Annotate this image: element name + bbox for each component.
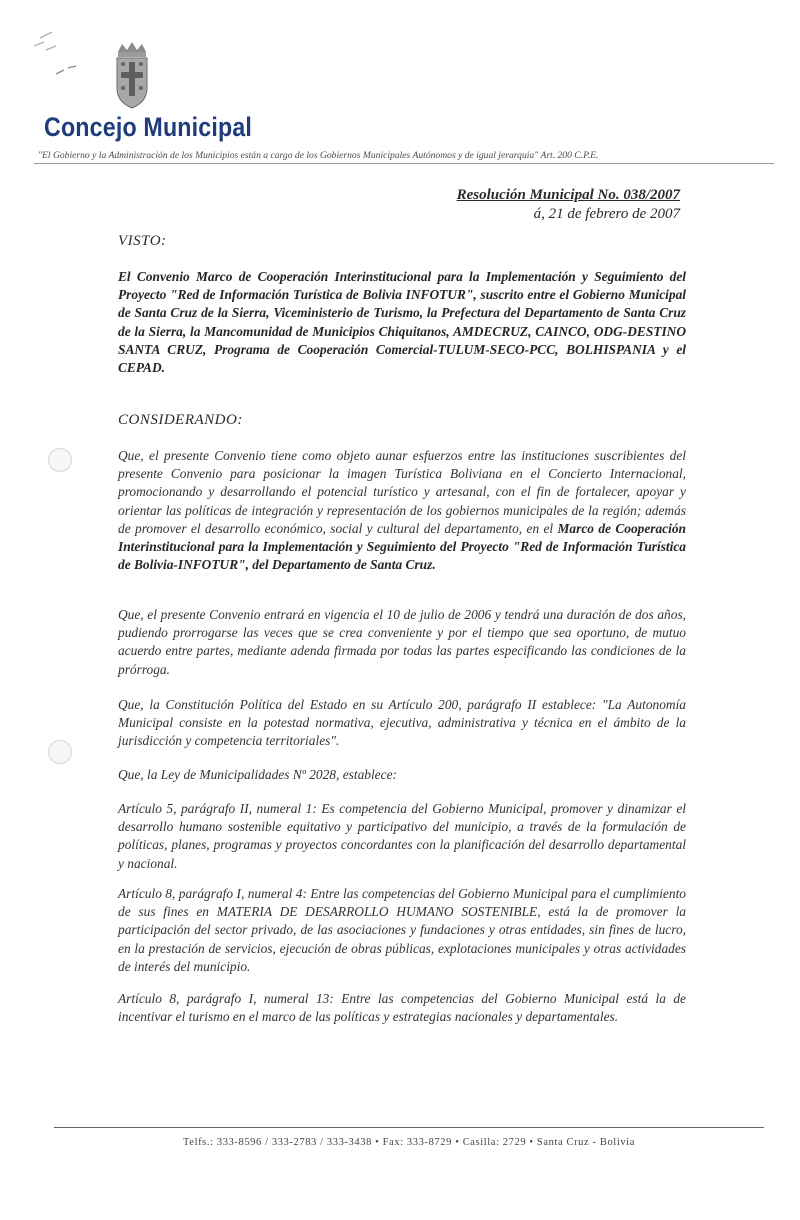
municipal-coat-of-arms-icon: [112, 38, 152, 110]
header-motto: "El Gobierno y la Administración de los Municipios están a cargo de los Gobiernos Municipales Autónomos y de igual jerarquía" Art. 200 C.P.E.: [38, 150, 599, 161]
considerando-paragraph-3: Que, la Constitución Política del Estado en su Artículo 200, parágrafo II establece: "La Autonomía Municipal consiste en la potestad normativa, ejecutiva, administrativa y técnica en el ámbito de la jurisdicción y competencia territoriales".: [118, 697, 686, 749]
organization-name: Concejo Municipal: [44, 112, 253, 142]
considerando-paragraph-2: Que, el presente Convenio entrará en vigencia el 10 de julio de 2006 y tendrá una duración de dos años, pudiendo prorrogarse las veces que se crea conveniente y por el tiempo que sea oportuno, de mutuo acuerdo entre partes, mediante adenda firmada por todas las partes especificando las condiciones de la prórroga.: [118, 607, 686, 677]
considerando-heading: CONSIDERANDO:: [118, 412, 243, 428]
resolution-title: Resolución Municipal No. 038/2007: [456, 187, 680, 203]
considerando-paragraph-4: Que, la Ley de Municipalidades Nº 2028, establece:: [118, 767, 397, 782]
considerando-paragraph-1: [118, 447, 686, 574]
resolution-block: [457, 186, 680, 224]
footer-divider: [54, 1127, 764, 1128]
punch-hole-bottom: [48, 740, 72, 764]
article-5-paragraph: Artículo 5, parágrafo II, numeral 1: Es competencia del Gobierno Municipal, promover y dinamizar el desarrollo humano sostenible equitativo y participativo del municipio, a través de la formulación de políticas, planes, programas y proyectos concordantes con la planificación del desarrollo departamental y nacional.: [118, 801, 686, 871]
footer-contact: Telfs.: 333-8596 / 333-2783 / 333-3438 • Fax: 333-8729 • Casilla: 2729 • Santa Cruz - Bolivia: [183, 1137, 635, 1148]
header-divider: [34, 163, 774, 164]
visto-paragraph: El Convenio Marco de Cooperación Interinstitucional para la Implementación y Seguimiento del Proyecto "Red de Información Turística de Bolivia INFOTUR", suscrito entre el Gobierno Municipal de Santa Cruz de la Sierra, Viceministerio de Turismo, la Prefectura del Departamento de Santa Cruz de la Sierra, la Mancomunidad de Municipios Chiquitanos, AMDECRUZ, CAINCO, ODG-DESTINO SANTA CRUZ, Programa de Cooperación Comercial-TULUM-SECO-PCC, BOLHISPANIA y el CEPAD.: [118, 269, 686, 376]
paragraph-1-text: Que, el presente Convenio tiene como objeto aunar esfuerzos entre las instituciones suscribientes del presente Convenio para posicionar la imagen Turística Boliviana en el Concierto Internacional, promocionando y desarrollando el potencial turístico y artesanal, con el fin de fortalecer, apoyar y orientar las políticas de integración y representación de los gobiernos municipales de la región; además de promover el desarrollo económico, social y cultural del departamento, en el: [118, 448, 686, 536]
punch-hole-top: [48, 448, 72, 472]
visto-heading: VISTO:: [118, 233, 167, 249]
article-8-numeral-4-paragraph: Artículo 8, parágrafo I, numeral 4: Entre las competencias del Gobierno Municipal para el cumplimiento de sus fines en MATERIA DE DESARROLLO HUMANO SOSTENIBLE, está la de promover la participación del sector privado, de las asociaciones y fundaciones y otras entidades, sin fines de lucro, en la prestación de servicios, ejecución de obras públicas, explotaciones municipales y otras actividades de interés del municipio.: [118, 886, 686, 974]
resolution-date: á, 21 de febrero de 2007: [533, 206, 680, 222]
paragraph-1-bold-text: Marco de Cooperación Interinstitucional para la Implementación y Seguimiento del Proyecto "Red de Información Turística de Bolivia-INFOTUR", del Departamento de Santa Cruz.: [118, 520, 686, 573]
article-8-numeral-13-paragraph: Artículo 8, parágrafo I, numeral 13: Entre las competencias del Gobierno Municipal está la de incentivar el turismo en el marco de las políticas y estrategias nacionales y departamentales.: [118, 991, 686, 1025]
pen-scribble-mark: [30, 28, 90, 88]
